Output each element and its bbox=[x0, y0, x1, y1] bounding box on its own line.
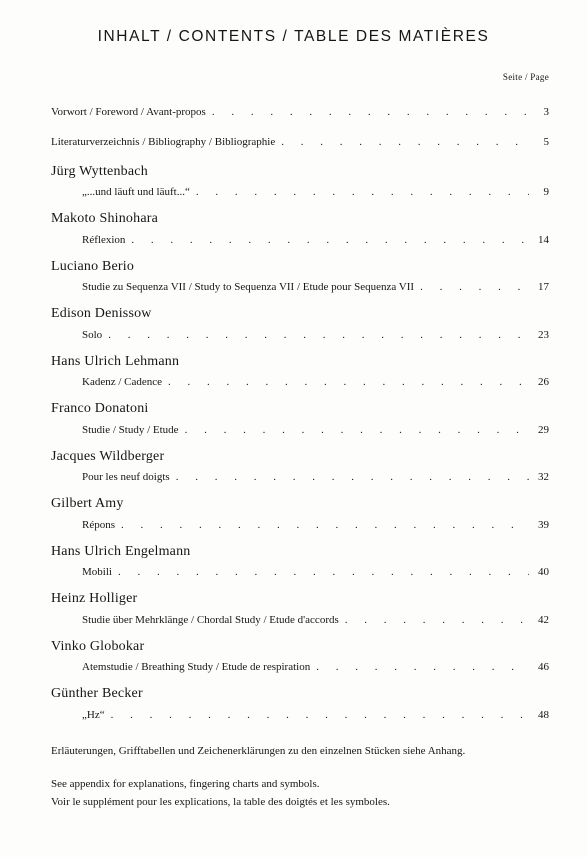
footer-note-en: See appendix for explanations, fingering charts and symbols. bbox=[51, 778, 320, 790]
toc-work-row bbox=[82, 328, 549, 342]
composer-name: Luciano Berio bbox=[51, 259, 135, 274]
toc-work-row bbox=[82, 708, 549, 722]
page-column-label: Seite / Page bbox=[502, 72, 549, 82]
leader-dots bbox=[345, 613, 529, 627]
toc-front-title: Vorwort / Foreword / Avant-propos bbox=[51, 106, 206, 118]
leader-dots bbox=[176, 470, 529, 484]
work-title: Pour les neuf doigts bbox=[82, 471, 170, 483]
toc-page-number: 32 bbox=[538, 471, 549, 483]
toc-page-number: 3 bbox=[543, 106, 549, 118]
leader-dots bbox=[108, 328, 529, 342]
composer-name: Makoto Shinohara bbox=[51, 211, 159, 226]
toc-work-row bbox=[82, 470, 549, 484]
work-title: Atemstudie / Breathing Study / Etude de respiration bbox=[82, 661, 311, 673]
composer-name: Edison Denissow bbox=[51, 306, 152, 321]
work-title: „...und läuft und läuft...“ bbox=[82, 186, 190, 198]
toc-page-number: 39 bbox=[538, 519, 549, 531]
toc-page-number: 5 bbox=[543, 136, 549, 148]
leader-dots bbox=[185, 423, 529, 437]
work-title: Réflexion bbox=[82, 234, 126, 246]
leader-dots bbox=[168, 375, 529, 389]
toc-work-row bbox=[82, 423, 549, 437]
toc-work-row bbox=[82, 613, 549, 627]
composer-name: Heinz Holliger bbox=[51, 591, 138, 606]
composer-name: Hans Ulrich Engelmann bbox=[51, 544, 191, 559]
composer-name: Jürg Wyttenbach bbox=[51, 164, 148, 179]
leader-dots bbox=[420, 280, 529, 294]
toc-front-title: Literaturverzeichnis / Bibliography / Bibliographie bbox=[51, 136, 276, 148]
work-title: Kadenz / Cadence bbox=[82, 376, 163, 388]
toc-page-number: 42 bbox=[538, 614, 549, 626]
toc-page-number: 14 bbox=[538, 234, 549, 246]
leader-dots bbox=[131, 233, 529, 247]
leader-dots bbox=[118, 565, 529, 579]
leader-dots bbox=[196, 185, 529, 199]
composer-name: Vinko Globokar bbox=[51, 639, 145, 654]
work-title: Solo bbox=[82, 329, 103, 341]
footer-note-fr: Voir le supplément pour les explications, la table des doigtés et les symboles. bbox=[51, 796, 390, 808]
toc-page-number: 46 bbox=[538, 661, 549, 673]
toc-page-number: 26 bbox=[538, 376, 549, 388]
leader-dots bbox=[212, 105, 529, 119]
composer-name: Günther Becker bbox=[51, 686, 143, 701]
leader-dots bbox=[316, 660, 529, 674]
toc-work-row bbox=[82, 518, 549, 532]
toc-front-row bbox=[51, 135, 549, 149]
composer-name: Jacques Wildberger bbox=[51, 449, 165, 464]
work-title: Studie / Study / Etude bbox=[82, 424, 179, 436]
toc-page-number: 23 bbox=[538, 329, 549, 341]
toc-page-number: 48 bbox=[538, 709, 549, 721]
leader-dots bbox=[121, 518, 529, 532]
toc-work-row bbox=[82, 375, 549, 389]
leader-dots bbox=[281, 135, 529, 149]
toc-work-row bbox=[82, 660, 549, 674]
toc-page-number: 29 bbox=[538, 424, 549, 436]
toc-work-row bbox=[82, 565, 549, 579]
toc-front-row bbox=[51, 105, 549, 119]
toc-page-number: 9 bbox=[543, 186, 549, 198]
composer-name: Gilbert Amy bbox=[51, 496, 124, 511]
page-title: INHALT / CONTENTS / TABLE DES MATIÈRES bbox=[97, 28, 490, 45]
work-title: Mobili bbox=[82, 566, 112, 578]
work-title: Répons bbox=[82, 519, 115, 531]
work-title: „Hz“ bbox=[82, 709, 105, 721]
toc-work-row bbox=[82, 280, 549, 294]
footer-note-de: Erläuterungen, Grifftabellen und Zeichenerklärungen zu den einzelnen Stücken siehe Anhang. bbox=[51, 745, 466, 757]
toc-work-row bbox=[82, 185, 549, 199]
composer-name: Franco Donatoni bbox=[51, 401, 149, 416]
toc-page-number: 17 bbox=[538, 281, 549, 293]
leader-dots bbox=[111, 708, 529, 722]
toc-work-row bbox=[82, 233, 549, 247]
work-title: Studie über Mehrklänge / Chordal Study / Etude d'accords bbox=[82, 614, 339, 626]
toc-page-number: 40 bbox=[538, 566, 549, 578]
work-title: Studie zu Sequenza VII / Study to Sequenza VII / Etude pour Sequenza VII bbox=[82, 281, 415, 293]
composer-name: Hans Ulrich Lehmann bbox=[51, 354, 180, 369]
